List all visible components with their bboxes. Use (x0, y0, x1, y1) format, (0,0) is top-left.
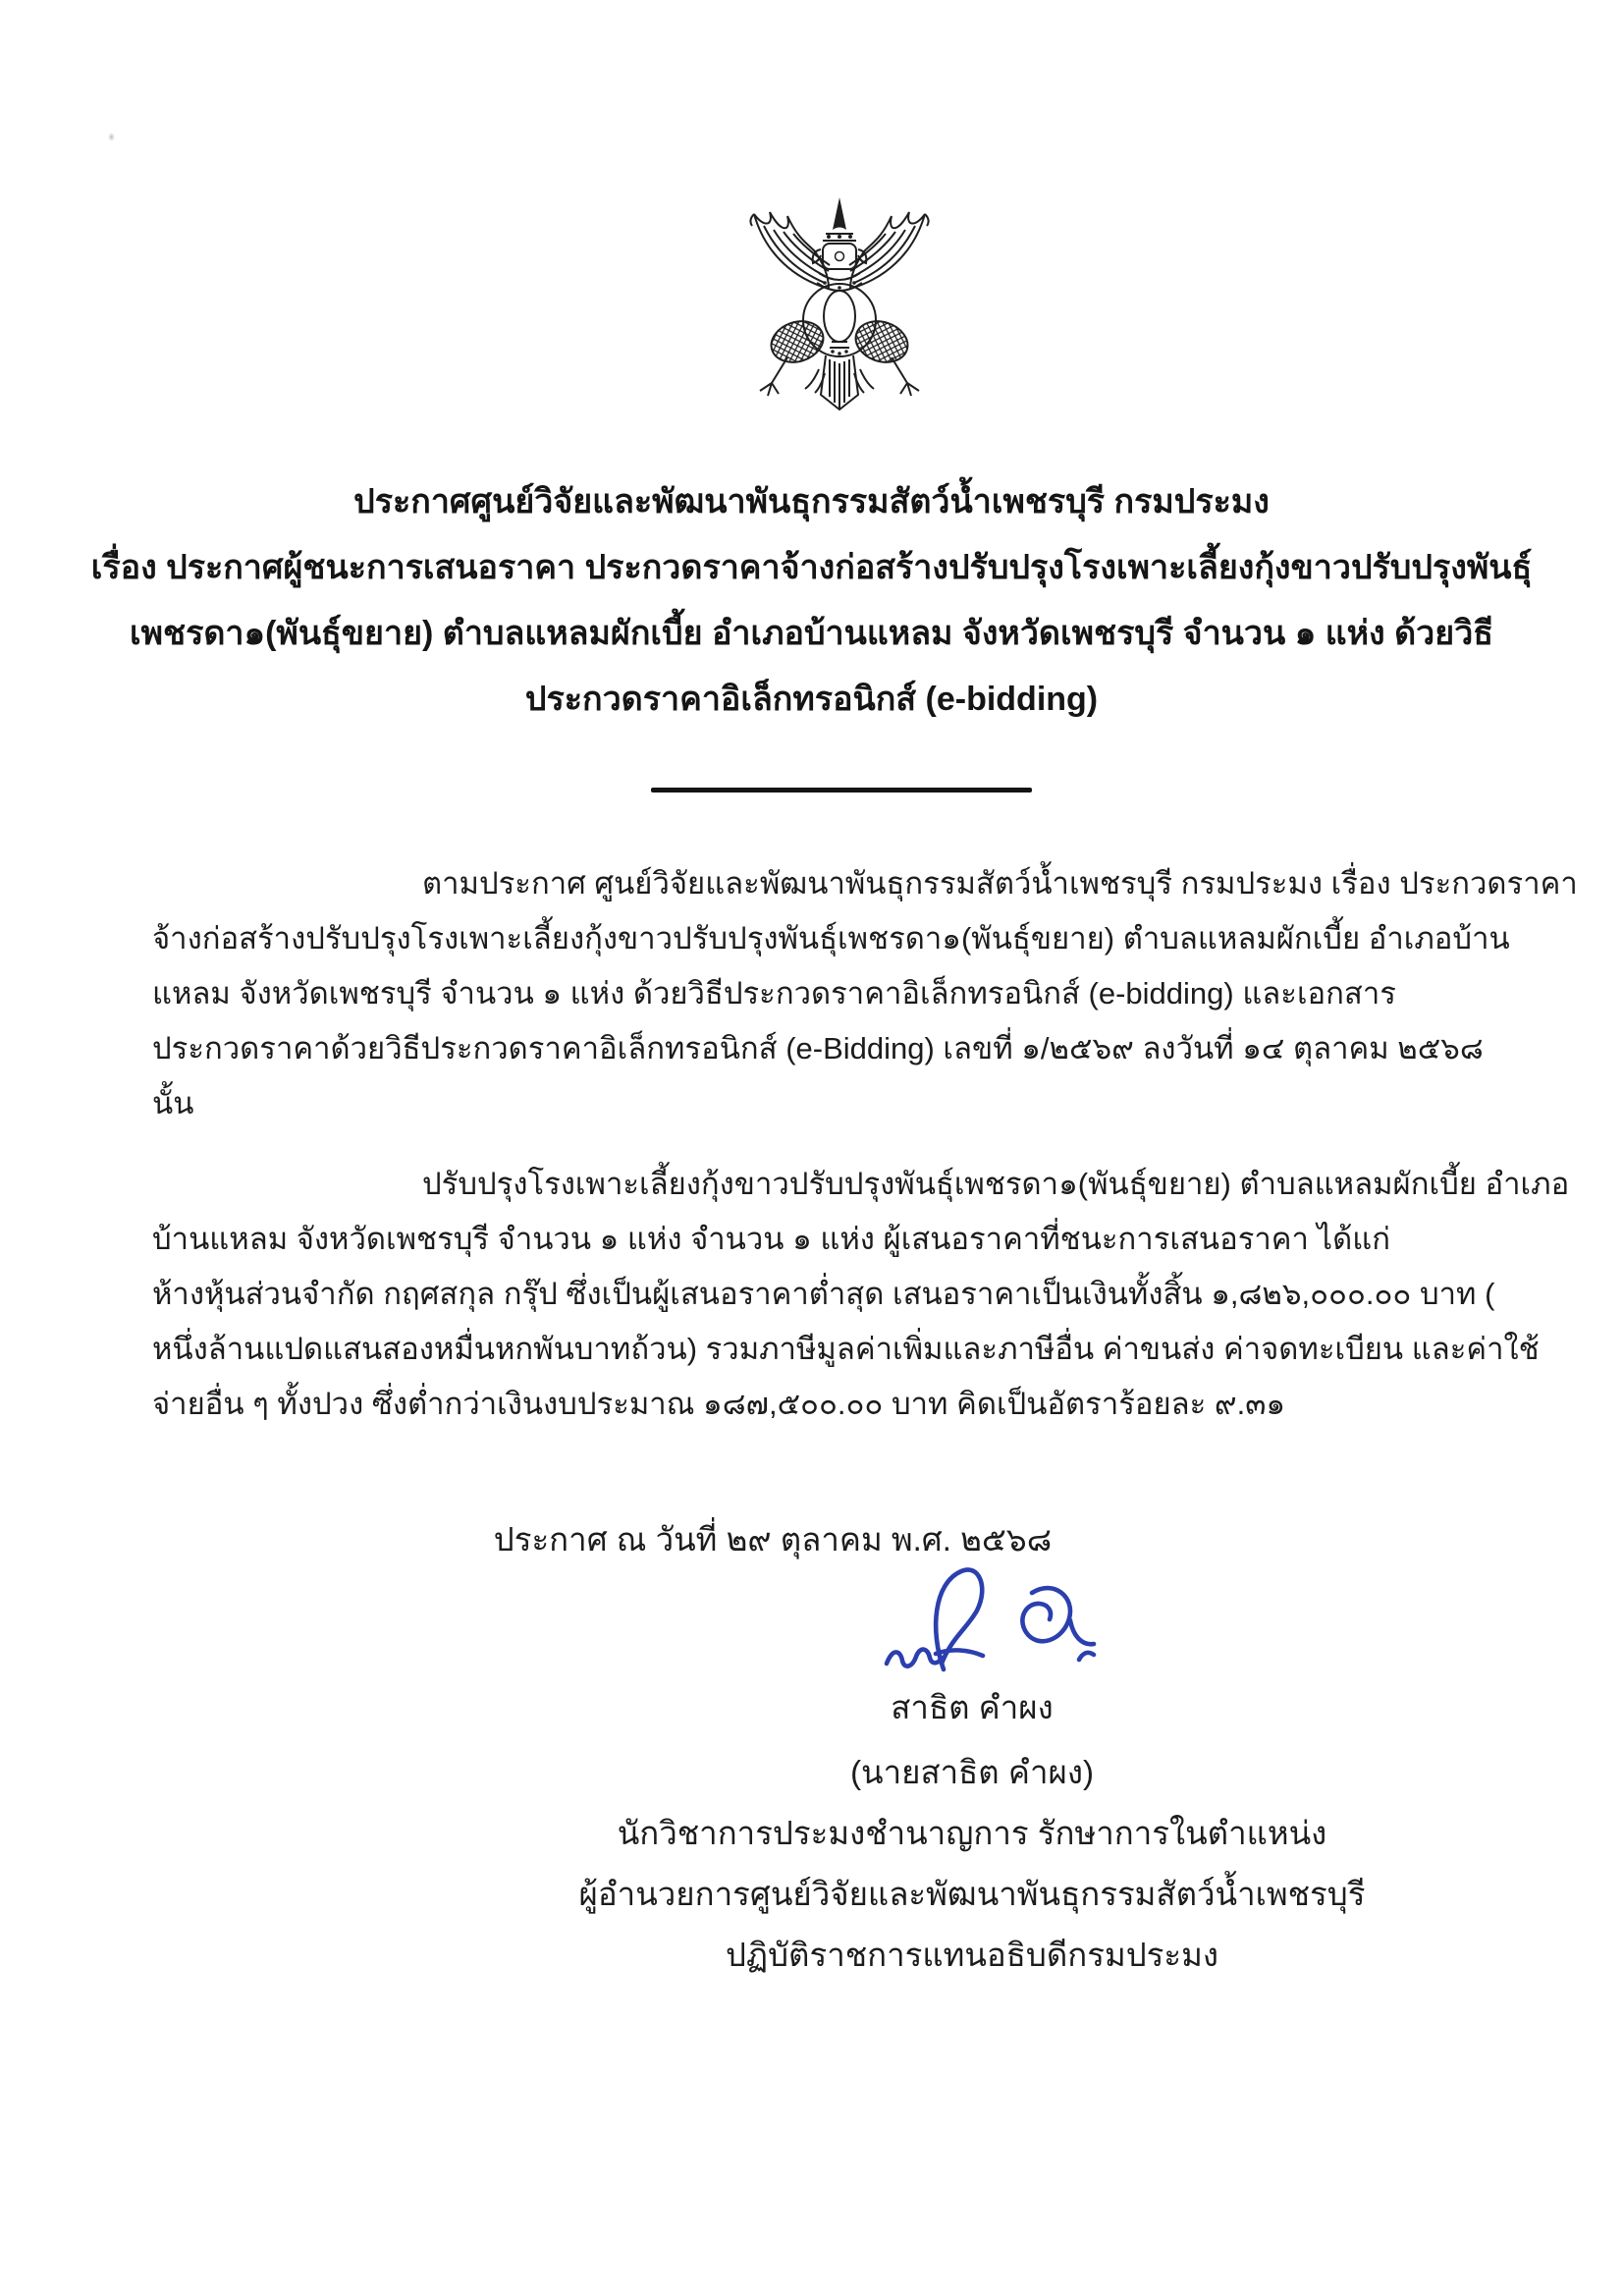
body-line: ตามประกาศ ศูนย์วิจัยและพัฒนาพันธุกรรมสัตว์น้ำเพชรบุรี กรมประมง เรื่อง ประกวดราคา (422, 866, 1578, 901)
body-line: นั้น (152, 1086, 194, 1121)
title-divider (651, 788, 1032, 793)
body-line: ห้างหุ้นส่วนจำกัด กฤศสกุล กรุ๊ป ซึ่งเป็นผู้เสนอราคาต่ำสุด เสนอราคาเป็นเงินทั้งสิ้น ๑,๘๒๖,๐๐๐.๐๐ บาท ( (152, 1277, 1495, 1311)
body-line: บ้านแหลม จังหวัดเพชรบุรี จำนวน ๑ แห่ง จำนวน ๑ แห่ง ผู้เสนอราคาที่ชนะการเสนอราคา ได้แก่ (152, 1222, 1390, 1256)
signer-block (481, 1677, 1463, 1986)
signer-name: สาธิต คำผง (891, 1689, 1054, 1725)
title-line-3: เพชรดา๑(พันธุ์ขยาย) ตำบลแหลมผักเบี้ย อำเภอบ้านแหลม จังหวัดเพชรบุรี จำนวน ๑ แห่ง ด้วยวิธี (129, 615, 1494, 652)
garuda-emblem (734, 194, 945, 412)
paragraph-1 (152, 856, 1578, 1131)
title-line-2: เรื่อง ประกาศผู้ชนะการเสนอราคา ประกวดราคาจ้างก่อสร้างปรับปรุงโรงเพาะเลี้ยงกุ้งขาวปรับปรุงพันธุ์ (90, 549, 1533, 586)
signer-position-line: ผู้อำนวยการศูนย์วิจัยและพัฒนาพันธุกรรมสัตว์น้ำเพชรบุรี (578, 1876, 1366, 1912)
title-line-1: ประกาศศูนย์วิจัยและพัฒนาพันธุกรรมสัตว์น้ำเพชรบุรี กรมประมง (353, 483, 1270, 520)
title-block (0, 469, 1623, 733)
announcement-date: ประกาศ ณ วันที่ ๒๙ ตุลาคม พ.ศ. ๒๕๖๘ (493, 1521, 1053, 1558)
paragraph-2 (152, 1157, 1570, 1432)
body-text (152, 856, 1578, 1432)
body-line: จ่ายอื่น ๆ ทั้งปวง ซึ่งต่ำกว่าเงินงบประมาณ ๑๘๗,๕๐๐.๐๐ บาท คิดเป็นอัตราร้อยละ ๙.๓๑ (152, 1387, 1286, 1421)
title-line-4: ประกวดราคาอิเล็กทรอนิกส์ (e-bidding) (524, 681, 1099, 718)
body-line: จ้างก่อสร้างปรับปรุงโรงเพาะเลี้ยงกุ้งขาวปรับปรุงพันธุ์เพชรดา๑(พันธุ์ขยาย) ตำบลแหลมผักเบี้ย อำเภอบ้าน (152, 921, 1510, 956)
body-line: หนึ่งล้านแปดแสนสองหมื่นหกพันบาทถ้วน) รวมภาษีมูลค่าเพิ่มและภาษีอื่น ค่าขนส่ง ค่าจดทะเบียน และค่าใช้ (152, 1332, 1540, 1366)
body-line: แหลม จังหวัดเพชรบุรี จำนวน ๑ แห่ง ด้วยวิธีประกวดราคาอิเล็กทรอนิกส์ (e-bidding) และเอกสาร (152, 976, 1396, 1011)
scan-speck (108, 133, 115, 141)
body-line: ประกวดราคาด้วยวิธีประกวดราคาอิเล็กทรอนิกส์ (e-Bidding) เลขที่ ๑/๒๕๖๙ ลงวันที่ ๑๔ ตุลาคม ๒๕๖๘ (152, 1031, 1484, 1066)
signer-position-line: ปฏิบัติราชการแทนอธิบดีกรมประมง (725, 1937, 1218, 1973)
body-line: ปรับปรุงโรงเพาะเลี้ยงกุ้งขาวปรับปรุงพันธุ์เพชรดา๑(พันธุ์ขยาย) ตำบลแหลมผักเบี้ย อำเภอ (422, 1167, 1570, 1201)
signer-name-parenthesized: (นายสาธิต คำผง) (850, 1754, 1094, 1790)
signer-position-line: นักวิชาการประมงชำนาญการ รักษาการในตำแหน่ง (617, 1815, 1327, 1851)
